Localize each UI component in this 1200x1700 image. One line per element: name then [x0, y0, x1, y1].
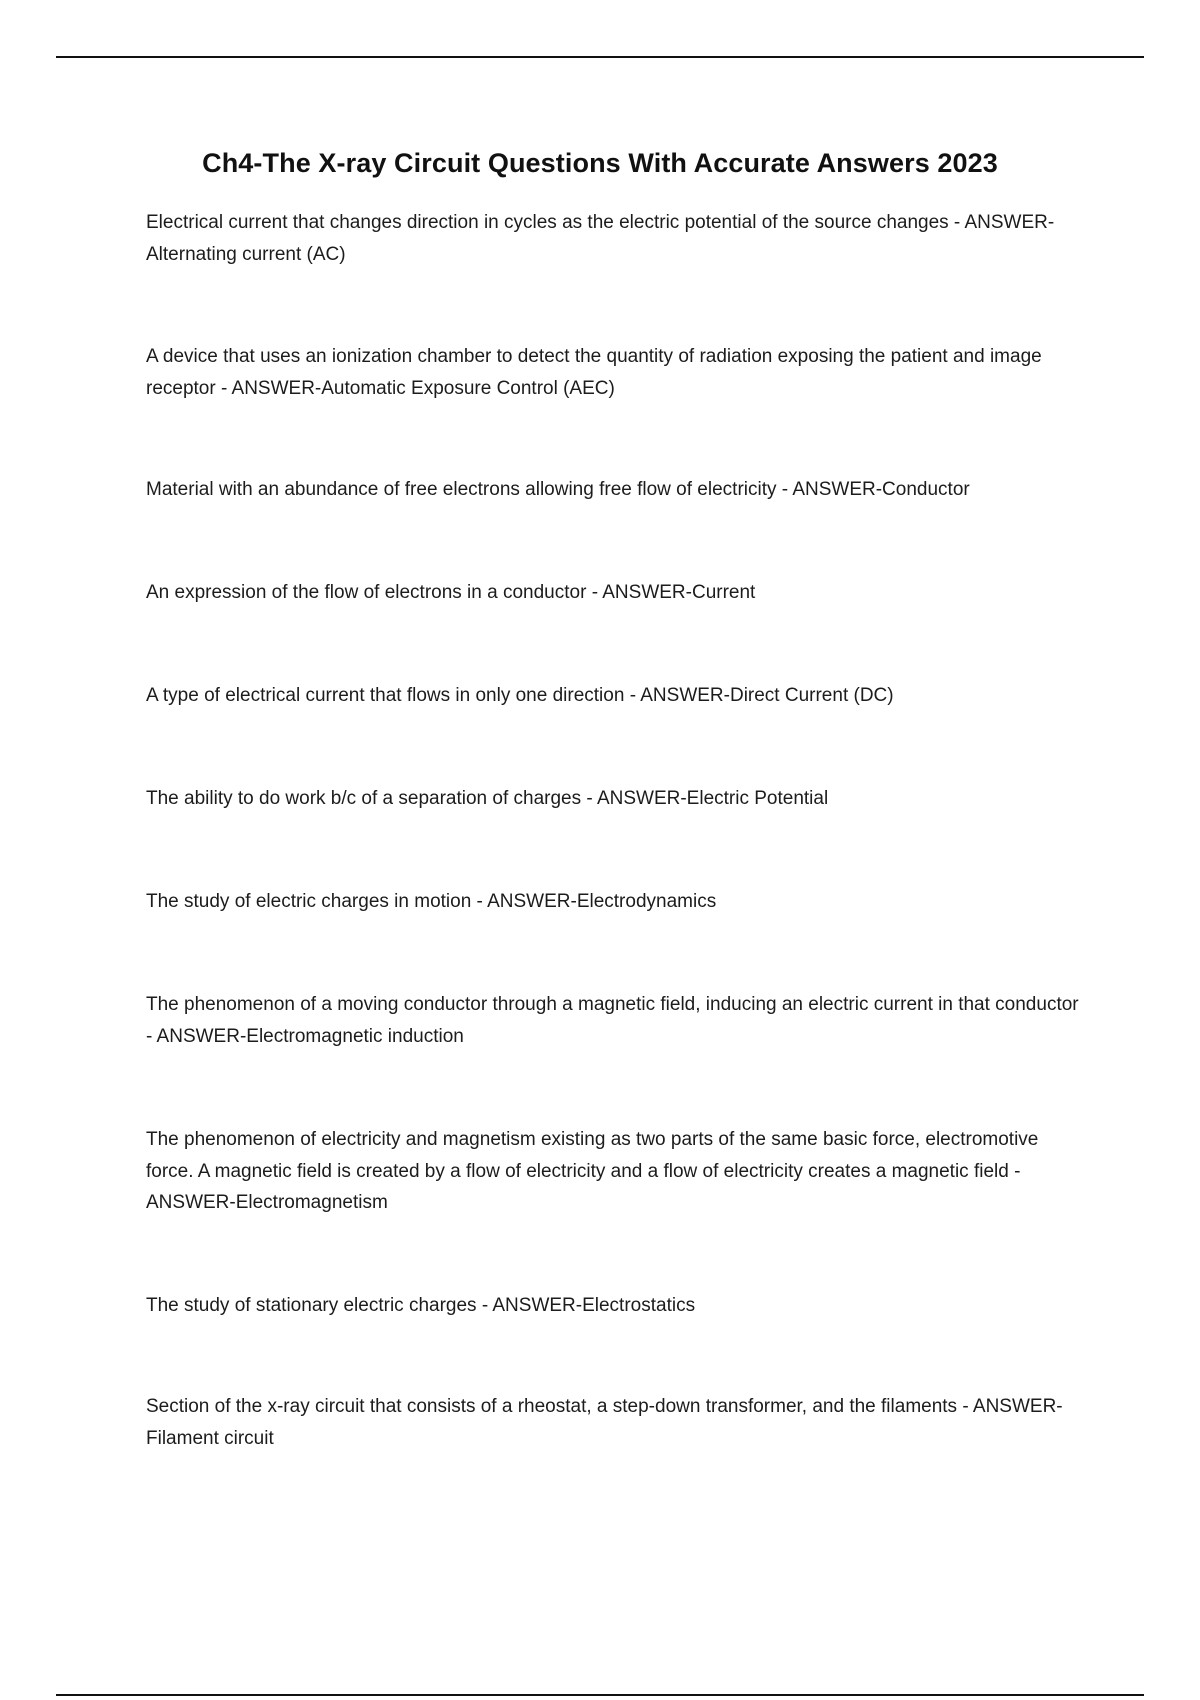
- qa-item-electrodynamics: The study of electric charges in motion - ANSWER-Electrodynamics: [146, 891, 717, 912]
- qa-item-filament-circuit: Section of the x-ray circuit that consists of a rheostat, a step-down transformer, and the filaments - ANSWER-Filament circuit: [146, 1396, 1063, 1449]
- document-title: Ch4-The X-ray Circuit Questions With Accurate Answers 2023: [202, 148, 998, 178]
- bottom-rule: [56, 1694, 1144, 1696]
- qa-item-electric-potential: The ability to do work b/c of a separation of charges - ANSWER-Electric Potential: [146, 788, 829, 809]
- qa-item-electromagnetism: The phenomenon of electricity and magnetism existing as two parts of the same basic force, electromotive force. A magnetic field is created by a flow of electricity and a flow of electricity creates a magnetic field - ANSWER-Electromagnetism: [146, 1129, 1039, 1213]
- qa-item-aec: A device that uses an ionization chamber to detect the quantity of radiation exposing the patient and image receptor - ANSWER-Automatic Exposure Control (AEC): [146, 346, 1042, 399]
- qa-item-direct-current: A type of electrical current that flows in only one direction - ANSWER-Direct Current (DC): [146, 685, 894, 706]
- qa-item-electrostatics: The study of stationary electric charges - ANSWER-Electrostatics: [146, 1295, 696, 1316]
- qa-item-conductor: Material with an abundance of free electrons allowing free flow of electricity - ANSWER-Conductor: [146, 479, 970, 500]
- qa-item-electromagnetic-induction: The phenomenon of a moving conductor through a magnetic field, inducing an electric current in that conductor - ANSWER-Electromagnetic induction: [146, 994, 1079, 1047]
- qa-item-current: An expression of the flow of electrons in a conductor - ANSWER-Current: [146, 582, 756, 603]
- top-rule: [56, 56, 1144, 58]
- qa-item-alternating-current: Electrical current that changes direction in cycles as the electric potential of the source changes - ANSWER-Alternating current (AC): [146, 212, 1055, 265]
